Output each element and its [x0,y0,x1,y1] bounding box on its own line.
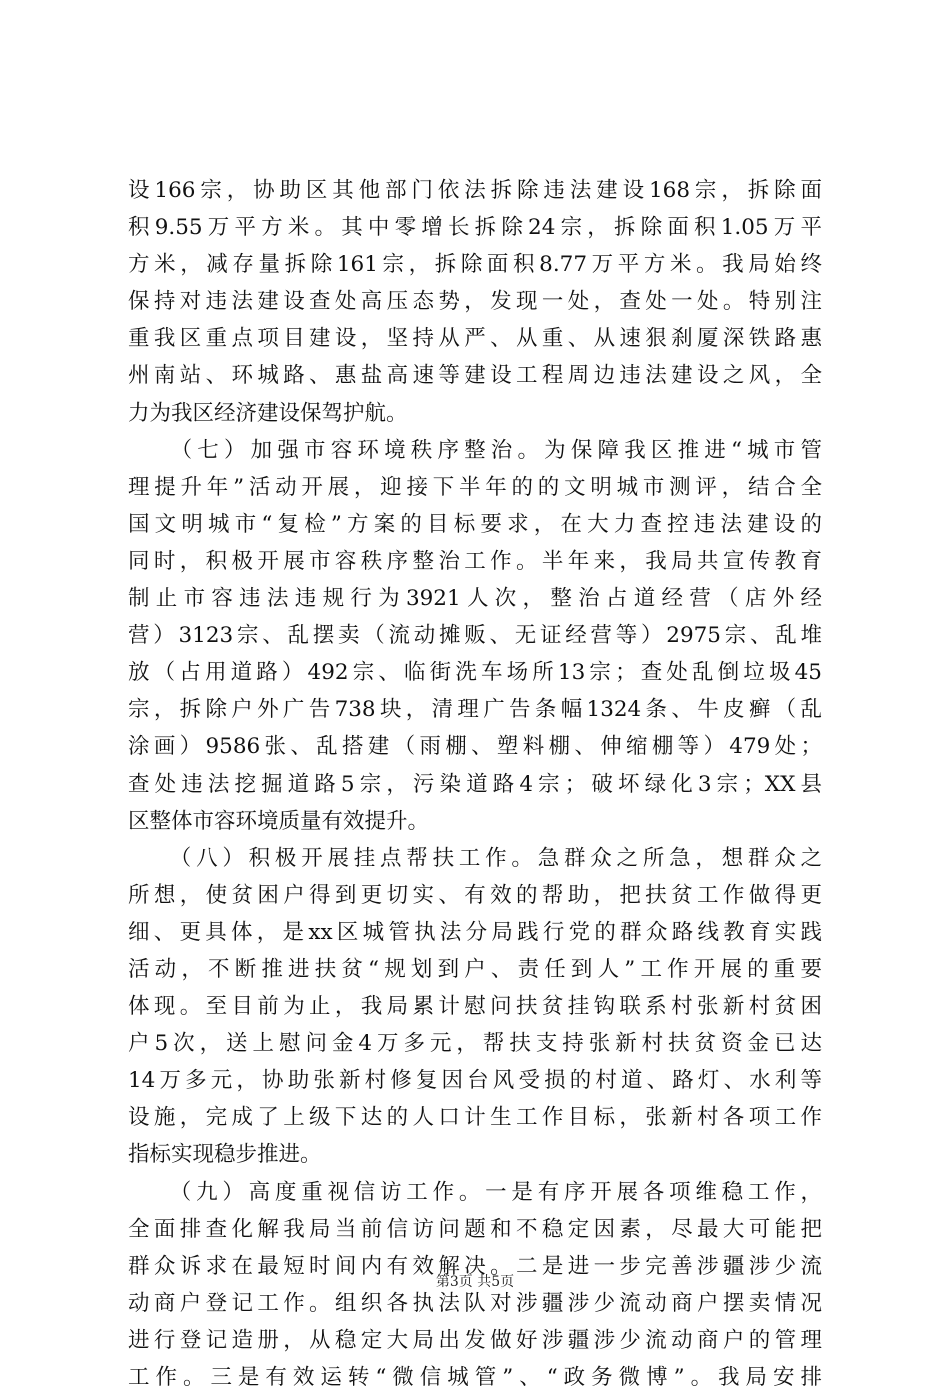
text-line: 14万多元，协助张新村修复因台风受损的村道、路灯、水利等 [128,1068,822,1094]
text-line: 方米，减存量拆除161宗，拆除面积8.77万平方米。我局始终 [128,252,822,278]
text-line: （八）积极开展挂点帮扶工作。急群众之所急，想群众之 [128,845,822,871]
text-line: 制止市容违法违规行为3921人次，整治占道经营（店外经 [128,586,822,612]
text-line: 营）3123宗、乱摆卖（流动摊贩、无证经营等）2975宗、乱堆 [128,623,822,649]
text-line: 积9.55万平方米。其中零增长拆除24宗，拆除面积1.05万平 [128,215,822,241]
text-line: 进行登记造册，从稳定大局出发做好涉疆涉少流动商户的管理 [128,1327,822,1353]
text-line: 所想，使贫困户得到更切实、有效的帮助，把扶贫工作做得更 [128,882,822,908]
text-line: 理提升年”活动开展，迎接下半年的的文明城市测评，结合全 [128,474,822,500]
text-line: 力为我区经济建设保驾护航。 [128,400,408,426]
text-line: 体现。至目前为止，我局累计慰问扶贫挂钩联系村张新村贫困 [128,994,822,1020]
text-line: 户5次，送上慰问金4万多元，帮扶支持张新村扶贫资金已达 [128,1031,822,1057]
text-line: 活动，不断推进扶贫“规划到户、责任到人”工作开展的重要 [128,956,822,982]
text-line: 群众诉求在最短时间内有效解决。二是进一步完善涉疆涉少流 [128,1253,822,1279]
page-footer: 第3页 共5页 [435,1274,515,1290]
text-line: 设施，完成了上级下达的人口计生工作目标，张新村各项工作 [128,1105,822,1131]
text-line: 设166宗，协助区其他部门依法拆除违法建设168宗，拆除面 [128,178,822,203]
text-line: 国文明城市“复检”方案的目标要求，在大力查控违法建设的 [128,511,822,537]
text-line: 同时，积极开展市容秩序整治工作。半年来，我局共宣传教育 [128,548,822,574]
text-line: 保持对违法建设查处高压态势，发现一处，查处一处。特别注 [128,289,822,315]
text-line: 放（占用道路）492宗、临街洗车场所13宗；查处乱倒垃圾45 [128,660,822,686]
text-line: 工作。三是有效运转“微信城管”、“政务微博”。我局安排 [128,1365,822,1390]
text-line: 区整体市容环境质量有效提升。 [128,808,430,834]
text-line: （九）高度重视信访工作。一是有序开展各项维稳工作， [128,1179,822,1205]
body-text [128,172,822,1396]
text-line: 指标实现稳步推进。 [128,1142,322,1168]
text-line: 州南站、环城路、惠盐高速等建设工程周边违法建设之风，全 [128,363,822,389]
text-line: 宗，拆除户外广告738块，清理广告条幅1324条、牛皮癣（乱 [128,697,822,723]
text-line: （七）加强市容环境秩序整治。为保障我区推进“城市管 [128,437,822,463]
text-line: 查处违法挖掘道路5宗，污染道路4宗；破坏绿化3宗；XX县 [128,771,822,797]
text-line: 细、更具体，是xx区城管执法分局践行党的群众路线教育实践 [128,919,822,945]
text-line: 动商户登记工作。组织各执法队对涉疆涉少流动商户摆卖情况 [128,1290,822,1316]
text-line: 重我区重点项目建设，坚持从严、从重、从速狠刹厦深铁路惠 [128,326,822,352]
text-line: 涂画）9586张、乱搭建（雨棚、塑料棚、伸缩棚等）479处； [128,734,822,760]
text-line: 全面排查化解我局当前信访问题和不稳定因素，尽最大可能把 [128,1216,822,1242]
